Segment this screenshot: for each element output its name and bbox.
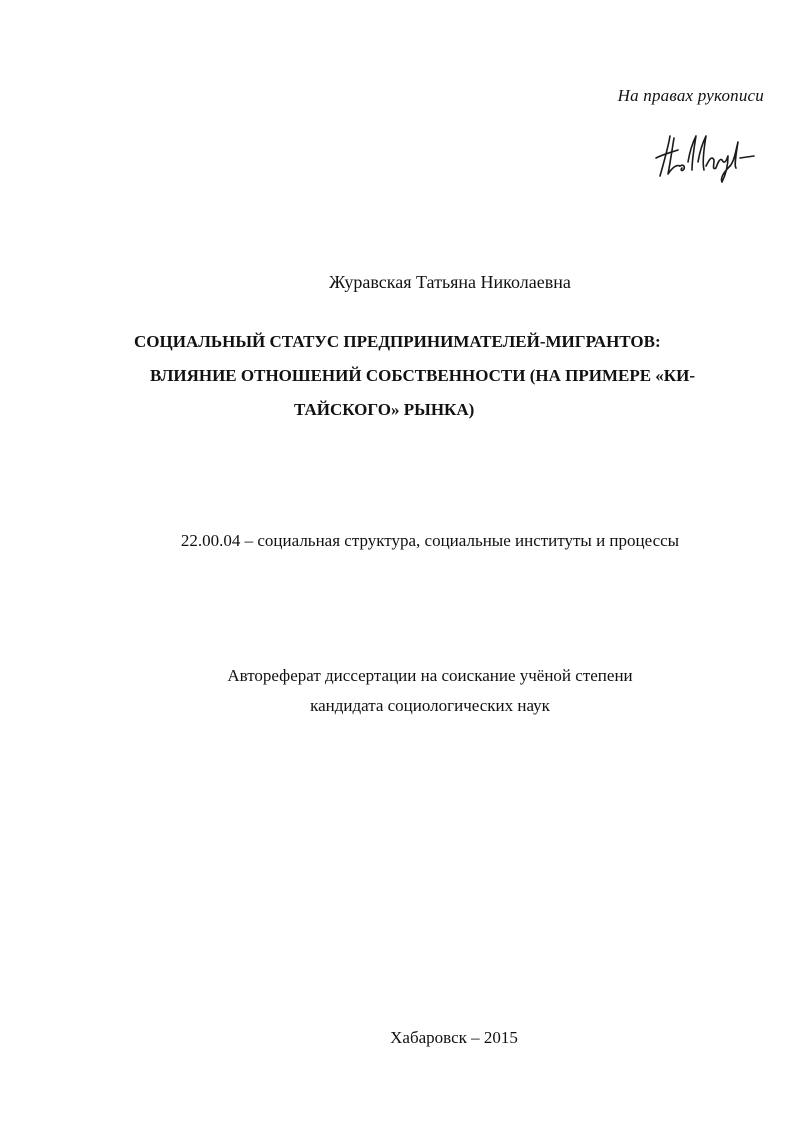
degree-line-1: Автореферат диссертации на соискание учёной степени	[227, 666, 633, 685]
city-year	[0, 1028, 800, 1048]
specialty-text: 22.00.04 – социальная структура, социальные институты и процессы	[180, 531, 680, 550]
author-name	[0, 272, 800, 293]
title-line: ТАЙСКОГО» РЫНКА)	[294, 400, 475, 419]
manuscript-note: На правах рукописи	[617, 86, 764, 105]
specialty-code	[0, 531, 800, 551]
degree-statement	[0, 661, 800, 721]
degree-line-2: кандидата социологических наук	[310, 696, 550, 715]
city-year-text: Хабаровск – 2015	[390, 1028, 518, 1047]
title-line: ВЛИЯНИЕ ОТНОШЕНИЙ СОБСТВЕННОСТИ (НА ПРИМЕРЕ «КИ-	[150, 366, 696, 385]
title-line: СОЦИАЛЬНЫЙ СТАТУС ПРЕДПРИНИМАТЕЛЕЙ-МИГРАНТОВ:	[134, 332, 661, 351]
dissertation-title	[130, 325, 770, 427]
signature-image	[650, 128, 762, 184]
author-name-text: Журавская Татьяна Николаевна	[329, 272, 571, 292]
